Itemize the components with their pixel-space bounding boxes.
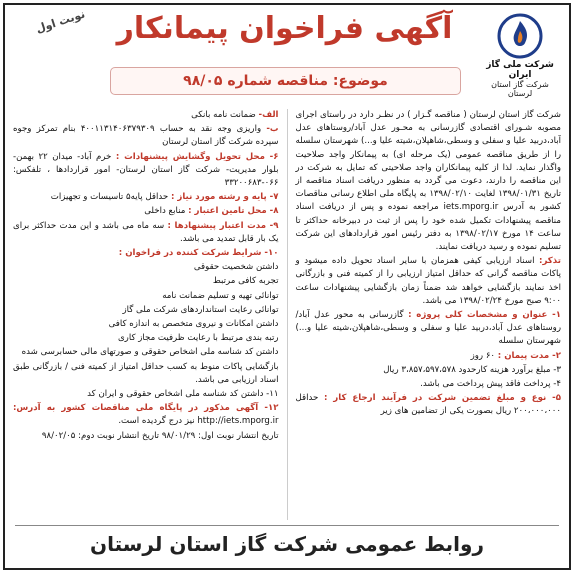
item1-label: ۱- عنوان و مشخصات کلی پروژه : — [408, 310, 561, 321]
req-item: تجربه کافی مرتبط — [212, 276, 279, 287]
header — [5, 5, 569, 105]
item7-text: حداقل پایه۵ تاسیسات و تجهیزات — [50, 192, 169, 203]
alef-item — [13, 109, 279, 122]
item9 — [13, 220, 279, 246]
item11: ۱۱- داشتن کد شناسه ملی اشخاص حقوقی و ایران کد — [87, 389, 279, 400]
req-item: توانائی رعایت استانداردهای شرکت ملی گاز — [122, 304, 279, 315]
logo-line1: شرکت ملی گاز ایران — [486, 60, 554, 80]
item9-text: سه ماه می باشد و این مدت حداکثر برای یک بار قابل تمدید می باشد. — [13, 220, 279, 244]
publish-dates: تاریخ انتشار نوبت اول: ۹۸/۰۱/۲۹ تاریخ انتشار نوبت دوم: ۹۸/۰۲/۰۵ — [41, 430, 279, 441]
alef-label: الف- — [258, 110, 279, 120]
nobat-label: نوبت اول — [34, 7, 87, 36]
item12-label: ۱۲- آگهی مذکور در پایگاه ملی مناقصات کشور به آدرس: — [13, 403, 279, 414]
item10 — [13, 247, 279, 260]
item7 — [13, 191, 279, 204]
be-text: واریزی وجه نقد به حساب ۴۰۰۱۱۳۱۴۰۶۳۷۹۳۰۹ بنام تمرکز وجوه سپرده شرکت گاز استان لرستان — [13, 124, 279, 148]
item10-label: ۱۰- شرایط شرکت کننده در فراخوان : — [118, 248, 279, 259]
ad-frame — [3, 3, 571, 570]
item8-text: منابع داخلی — [144, 206, 186, 217]
item7-label: ۷- پایه و رشته مورد نیاز : — [170, 192, 279, 203]
req-item: داشتن کد شناسه ملی اشخاص حقوقی و صورتهای مالی حسابرسی شده — [21, 347, 279, 358]
req-item: داشتن امکانات و نیروی متخصص به اندازه کافی — [108, 319, 279, 330]
alef-text: ضمانت نامه بانکی — [191, 110, 256, 120]
note-paragraph — [296, 255, 562, 308]
ad-title: آگهی فراخوان پیمانکار — [116, 11, 453, 46]
logo-line2: شرکت گاز استان لرستان — [491, 80, 549, 98]
item2 — [296, 350, 562, 363]
item6 — [13, 151, 279, 191]
item4: ۴- پرداخت فاقد پیش پرداخت می باشد. — [420, 379, 561, 390]
req-item: داشتن شخصیت حقوقی — [193, 262, 279, 273]
item6-label: ۶- محل تحویل وگشایش پیشنهادات : — [115, 151, 279, 162]
item3: ۳- مبلغ برآورد هزینه کارحدود ۳،۸۵۷،۵۹۷،۵۷۸ ریال — [383, 364, 561, 375]
item5-label: ۵- نوع و مبلغ تضمین شرکت در فرآیند ارجاع کار : — [323, 393, 561, 404]
subject-bar: موضوع: مناقصه شماره ۹۸/۰۵ — [110, 67, 461, 95]
item5-text: حداقل ۲۰۰،۰۰۰،۰۰۰ ریال بصورت یکی از تضامین های زیر — [295, 393, 561, 417]
be-label: ب- — [266, 124, 279, 135]
content-columns — [13, 109, 561, 520]
intro-text: شرکت گاز استان لرستان ( مناقصه گـزار ) در نظـر دارد در راستای اجرای مصوبه شـورای اقتصادی گازرسانی به محـور عدل آباد/روستاهای عدل آباد،دربید علیا و سفلی و وسطی،شاهپلان،شیته علیا و...) شهرستان سلسله را از طریق مناقصه عمومی (یک مرحله ای) به پیمانکار واجد صلاحیت واگذار نماید. لذا از کلیه پیمانکاران واجد صلاحیتی که تمایل به شرکت در این مناقصه را دارند، دعوت می گردد به منظور دریافت اسناد مناقصه از تاریخ ۱۳۹۸/۰۱/۳۱ لغایت ۱۳۹۸/۰۲/۱۰ به پایگاه ملی اطلاع رسانی مناقصات کشور به آدرس iets.mporg.ir مراجعه نموده و پس از دریافت اسناد مناقصه پیشنهادات تکمیل شده خود را پس از ثبت در دبیرخانه حداکثر تا ساعت ۱۴ مورخ ۱۳۹۸/۰۲/۱۷ به دفتر رئیس امور قراردادهای این شرکت تسلیم نموده و رسید دریافت نمایند. — [295, 110, 561, 253]
item5 — [296, 392, 562, 418]
req-item: بازگشایی پاکات منوط به کسب حداقل امتیاز از کمیته فنی / بازرگانی طبق اسناد ارزیابی می باشد. — [13, 361, 279, 385]
item8 — [13, 205, 279, 218]
company-logo — [479, 13, 561, 98]
left-column — [13, 109, 287, 520]
item1 — [296, 309, 562, 349]
req-item: توانائی تهیه و تسلیم ضمانت نامه — [162, 290, 279, 301]
gas-flame-logo-icon — [497, 13, 543, 59]
req-item: رتبه بندی مرتبط با رعایت ظرفیت مجاز کاری — [117, 333, 279, 344]
item2-label: ۲- مدت پیمان : — [497, 350, 561, 361]
item6-text: خرم آباد- میدان ۲۲ بهمن- بلوار مدیریت- شرکت گاز استان لرستان- امور قراردادها ، تلفکس: ۰۶۶-۳۳۲۰۰۶۸۳ — [13, 151, 279, 189]
item9-label: ۹- مدت اعتبار پیشنهادها : — [167, 220, 279, 231]
item8-label: ۸- محل تامین اعتبار : — [188, 206, 279, 217]
item12-text: http://iets.mporg.ir نیز درج گردیده است. — [118, 416, 279, 427]
item12 — [13, 402, 279, 428]
footer-signature: روابط عمومی شرکت گاز استان لرستان — [15, 525, 559, 562]
right-column — [287, 109, 562, 520]
be-item — [13, 123, 279, 149]
item2-text: ۶۰ روز — [470, 350, 496, 361]
item1-text: گازرسانی به محور عدل آباد/روستاهای عدل آباد،دربید علیا و سفلی و وسطی،شاهپلان،شیته علیا و...) شهرستان سلسله — [295, 310, 561, 347]
note-text: اسناد ارزیابی کیفی همزمان با سایر اسناد تحویل داده میشود و پاکات مناقصه گرانی که حداقل امتیاز ارزیابی را از کمیته فنی و بازرگانی اخذ نمایند بازگشایی خواهد شد ضمناً زمان بازگشایی پیشنهادات ساعت ۹:۰۰ صبح مورخ ۱۳۹۸/۰۲/۲۴ می باشد. — [295, 256, 561, 306]
note-label: تذکر: — [539, 256, 561, 267]
